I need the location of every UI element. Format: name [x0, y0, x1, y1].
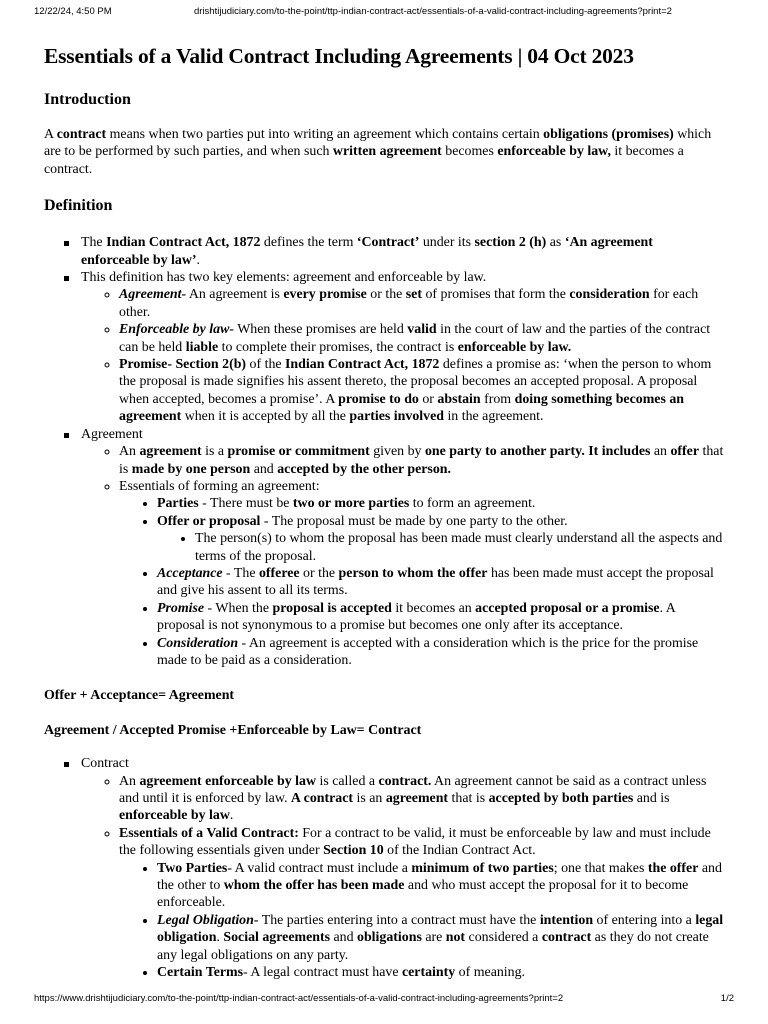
- list-item: • Promise - When the proposal is accepted it becomes an accepted proposal or a promise. A proposal is not synonymous to a promise but becomes one only after its acceptance.: [157, 600, 724, 635]
- formula-contract: Agreement / Accepted Promise +Enforceable by Law= Contract: [44, 722, 422, 738]
- definition-list: [44, 234, 724, 669]
- agreement-sublist: [81, 443, 724, 669]
- contract-list: [44, 755, 724, 981]
- list-item: • Offer or proposal - The proposal must be made by one party to the other. • The person(s) to whom the proposal has been made must clearly understand all the aspects and terms of the proposal.: [157, 513, 724, 565]
- print-header: [34, 6, 728, 20]
- list-item: • Certain Terms- A legal contract must have certainty of meaning.: [157, 964, 724, 981]
- list-item: ◦ Promise- Section 2(b) of the Indian Contract Act, 1872 defines a promise as: ‘when the person to whom the proposal is made signifies his assent thereto, the proposal becomes an accepted proposal. A proposal when accepted, becomes a promise’. A promise to do or abstain from doing something becomes an agreement when it is accepted by all the parties involved in the agreement.: [119, 356, 724, 426]
- print-header-url: drishtijudiciary.com/to-the-point/ttp-indian-contract-act/essentials-of-a-valid-contract-including-agreements?print=2: [194, 6, 672, 17]
- list-item: ◦ An agreement is a promise or commitment given by one party to another party. It includes an offer that is made by one person and accepted by the other person.: [119, 443, 724, 478]
- print-footer-url: https://www.drishtijudiciary.com/to-the-point/ttp-indian-contract-act/essentials-of-a-valid-contract-including-agreements?print=2: [34, 993, 564, 1004]
- valid-contract-essentials-list: [119, 860, 724, 982]
- list-item: ◦ Essentials of forming an agreement: • Parties - There must be two or more parties to form an agreement. • Offer or proposal - The proposal must be made by one party to the other. • The person(s) to whom the proposal has been made must clearly understand all the aspects and terms of the proposal. • Acceptance - The offeree or the person to whom the offer has been made must accept the proposal and give his assent to all its terms. • Promise - When the proposal is accepted it becomes an accepted proposal or a promise. A proposal is not synonymous to a promise but becomes one only after its acceptance. • Consideration - An agreement is accepted with a consideration which is the price for the promise made to be paid as a consideration.: [119, 478, 724, 669]
- contract-sublist: [81, 773, 724, 982]
- agreement-essentials-list: [119, 495, 724, 669]
- key-elements-list: [81, 286, 724, 425]
- list-item: ◦ Agreement- An agreement is every promise or the set of promises that form the consideration for each other.: [119, 286, 724, 321]
- list-item: • Two Parties- A valid contract must include a minimum of two parties; one that makes the offer and the other to whom the offer has been made and who must accept the proposal for it to become enforceable.: [157, 860, 724, 912]
- list-item: • Parties - There must be two or more parties to form an agreement.: [157, 495, 724, 512]
- list-item: • Consideration - An agreement is accepted with a consideration which is the price for the promise made to be paid as a consideration.: [157, 635, 724, 670]
- list-item: • Acceptance - The offeree or the person to whom the offer has been made must accept the proposal and give his assent to all its terms.: [157, 565, 724, 600]
- list-item: This definition has two key elements: agreement and enforceable by law. ◦ Agreement- An agreement is every promise or the set of promises that form the consideration for each other. ◦ Enforceable by law- When these promises are held valid in the court of law and the parties of the contract can be held liable to complete their promises, the contract is enforceable by law. ◦ Promise- Section 2(b) of the Indian Contract Act, 1872 defines a promise as: ‘when the person to whom the proposal is made signifies his assent thereto, the proposal becomes an accepted proposal. A proposal when accepted, becomes a promise’. A promise to do or abstain from doing something becomes an agreement when it is accepted by all the parties involved in the agreement.: [81, 269, 724, 426]
- print-footer: [34, 993, 734, 1007]
- offer-sublist: [157, 530, 724, 565]
- list-item: • The person(s) to whom the proposal has been made must clearly understand all the aspects and terms of the proposal.: [195, 530, 724, 565]
- list-item: ◦ Essentials of a Valid Contract: For a contract to be valid, it must be enforceable by law and must include the following essentials given under Section 10 of the Indian Contract Act. • Two Parties- A valid contract must include a minimum of two parties; one that makes the offer and the other to whom the offer has been made and who must accept the proposal for it to become enforceable. • Legal Obligation- The parties entering into a contract must have the intention of entering into a legal obligation. Social agreements and obligations are not considered a contract as they do not create any legal obligations on any party. • Certain Terms- A legal contract must have certainty of meaning.: [119, 825, 724, 982]
- list-item: Agreement ◦ An agreement is a promise or commitment given by one party to another party. It includes an offer that is made by one person and accepted by the other person. ◦ Essentials of forming an agreement: • Parties - There must be two or more parties to form an agreement. • Offer or proposal - The proposal must be made by one party to the other. • The person(s) to whom the proposal has been made must clearly understand all the aspects and terms of the proposal. • Acceptance - The offeree or the person to whom the offer has been made must accept the proposal and give his assent to all its terms. • Promise - When the proposal is accepted it becomes an accepted proposal or a promise. A proposal is not synonymous to a promise but becomes one only after its acceptance. • Consideration - An agreement is accepted with a consideration which is the price for the promise made to be paid as a consideration.: [81, 426, 724, 670]
- list-item: ◦ An agreement enforceable by law is called a contract. An agreement cannot be said as a contract unless and until it is enforced by law. A contract is an agreement that is accepted by both parties and is enforceable by law.: [119, 773, 724, 825]
- page-number: 1/2: [720, 993, 734, 1004]
- introduction-heading: Introduction: [44, 91, 131, 108]
- list-item: The Indian Contract Act, 1872 defines the term ‘Contract’ under its section 2 (h) as ‘An agreement enforceable by law’.: [81, 234, 724, 269]
- list-item: Contract ◦ An agreement enforceable by law is called a contract. An agreement cannot be said as a contract unless and until it is enforced by law. A contract is an agreement that is accepted by both parties and is enforceable by law. ◦ Essentials of a Valid Contract: For a contract to be valid, it must be enforceable by law and must include the following essentials given under Section 10 of the Indian Contract Act. • Two Parties- A valid contract must include a minimum of two parties; one that makes the offer and the other to whom the offer has been made and who must accept the proposal for it to become enforceable. • Legal Obligation- The parties entering into a contract must have the intention of entering into a legal obligation. Social agreements and obligations are not considered a contract as they do not create any legal obligations on any party. • Certain Terms- A legal contract must have certainty of meaning.: [81, 755, 724, 981]
- page-title: Essentials of a Valid Contract Including Agreements | 04 Oct 2023: [44, 44, 634, 68]
- print-datetime: 12/22/24, 4:50 PM: [34, 6, 112, 17]
- definition-heading: Definition: [44, 197, 113, 215]
- list-item: ◦ Enforceable by law- When these promises are held valid in the court of law and the parties of the contract can be held liable to complete their promises, the contract is enforceable by law.: [119, 321, 724, 356]
- formula-agreement: Offer + Acceptance= Agreement: [44, 688, 235, 704]
- list-item: • Legal Obligation- The parties entering into a contract must have the intention of entering into a legal obligation. Social agreements and obligations are not considered a contract as they do not create any legal obligations on any party.: [157, 912, 724, 964]
- introduction-paragraph: A contract means when two parties put into writing an agreement which contains certain obligations (promises) which are to be performed by such parties, and when such written agreement becomes enforceable by law, it becomes a contract.: [44, 127, 712, 177]
- article: [44, 42, 724, 981]
